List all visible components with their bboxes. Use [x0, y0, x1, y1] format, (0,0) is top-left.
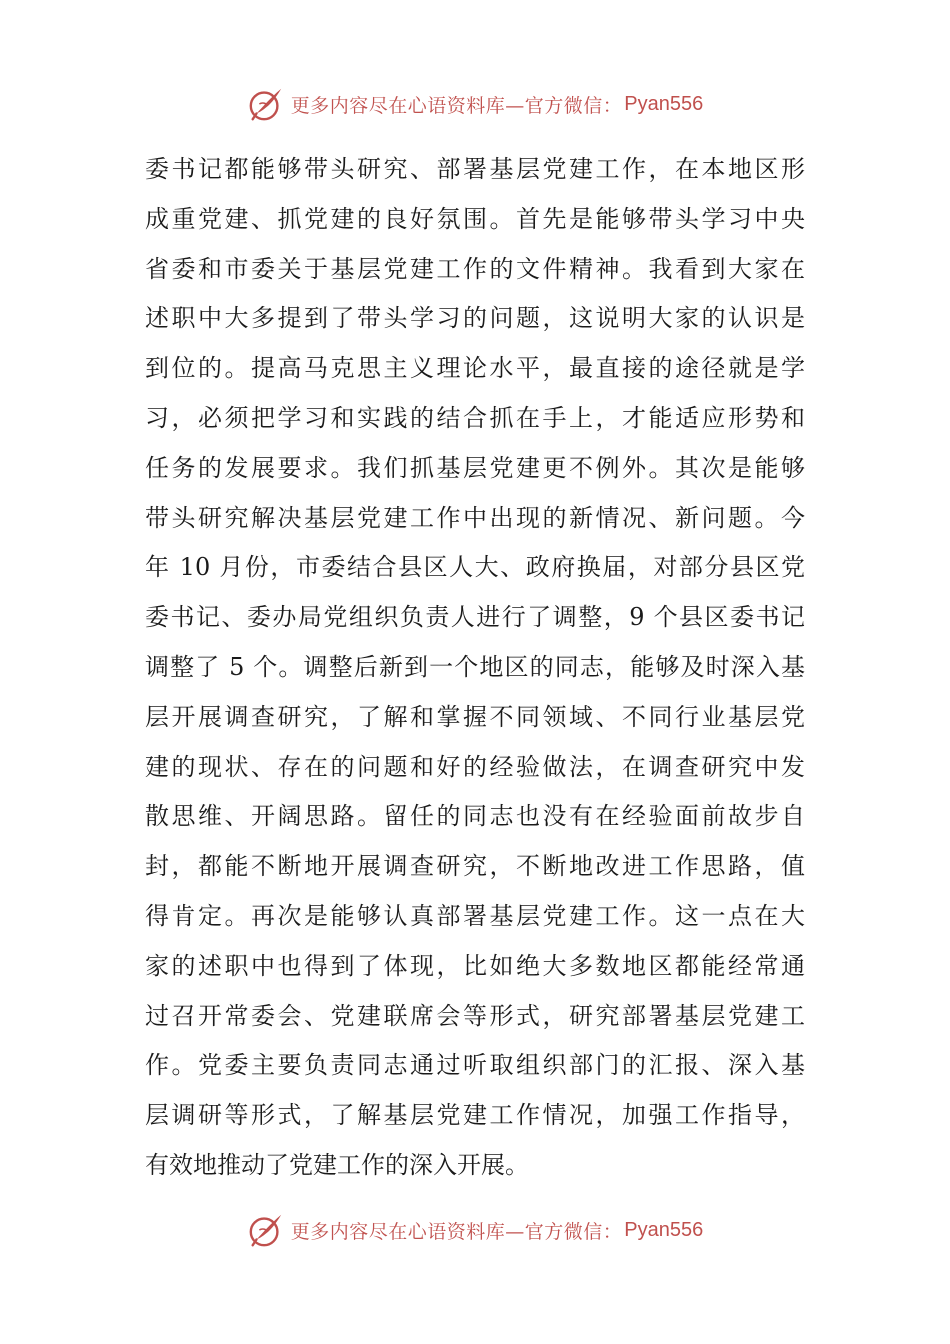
body-line: 委书记、委办局党组织负责人进行了调整，9 个县区委书记 — [145, 603, 805, 632]
body-line: 散思维、开阔思路。留任的同志也没有在经验面前故步自 — [145, 802, 805, 831]
body-line: 委书记都能够带头研究、部署基层党建工作，在本地区形 — [145, 155, 805, 183]
body-line: 建的现状、存在的问题和好的经验做法，在调查研究中发 — [145, 752, 805, 781]
body-line: 层调研等形式，了解基层党建工作情况，加强工作指导， — [145, 1101, 805, 1130]
body-line: 任务的发展要求。我们抓基层党建更不例外。其次是能够 — [145, 453, 805, 482]
body-line: 过召开常委会、党建联席会等形式，研究部署基层党建工 — [145, 1001, 805, 1030]
body-line: 层开展调查研究，了解和掌握不同领域、不同行业基层党 — [145, 702, 805, 731]
document-body — [145, 145, 805, 1191]
header-watermark — [0, 82, 950, 126]
body-line: 习，必须把学习和实践的结合抓在手上，才能适应形势和 — [145, 403, 805, 432]
watermark-handle: Pyan556 — [624, 1218, 704, 1241]
body-line: 成重党建、抓党建的良好氛围。首先是能够带头学习中央 — [145, 204, 805, 233]
footer-watermark — [0, 1208, 950, 1252]
watermark-handle: Pyan556 — [624, 92, 704, 115]
body-line: 调整了 5 个。调整后新到一个地区的同志，能够及时深入基 — [145, 652, 805, 681]
quill-pen-logo-icon — [247, 1211, 285, 1249]
body-line: 带头研究解决基层党建工作中出现的新情况、新问题。今 — [145, 503, 805, 532]
quill-pen-logo-icon — [247, 85, 285, 123]
watermark-text: 更多内容尽在心语资料库—官方微信： — [290, 94, 623, 117]
body-line: 作。党委主要负责同志通过听取组织部门的汇报、深入基 — [145, 1051, 805, 1080]
body-line: 述职中大多提到了带头学习的问题，这说明大家的认识是 — [145, 304, 805, 333]
watermark-text: 更多内容尽在心语资料库—官方微信： — [290, 1220, 623, 1243]
body-line: 封，都能不断地开展调查研究，不断地改进工作思路，值 — [145, 852, 805, 881]
body-line: 有效地推动了党建工作的深入开展。 — [145, 1150, 529, 1179]
body-line: 家的述职中也得到了体现，比如绝大多数地区都能经常通 — [145, 951, 805, 980]
body-line: 年 10 月份，市委结合县区人大、政府换届，对部分县区党 — [145, 553, 805, 582]
body-line: 省委和市委关于基层党建工作的文件精神。我看到大家在 — [145, 254, 805, 283]
body-line: 得肯定。再次是能够认真部署基层党建工作。这一点在大 — [145, 901, 805, 930]
body-line: 到位的。提高马克思主义理论水平，最直接的途径就是学 — [145, 354, 805, 383]
